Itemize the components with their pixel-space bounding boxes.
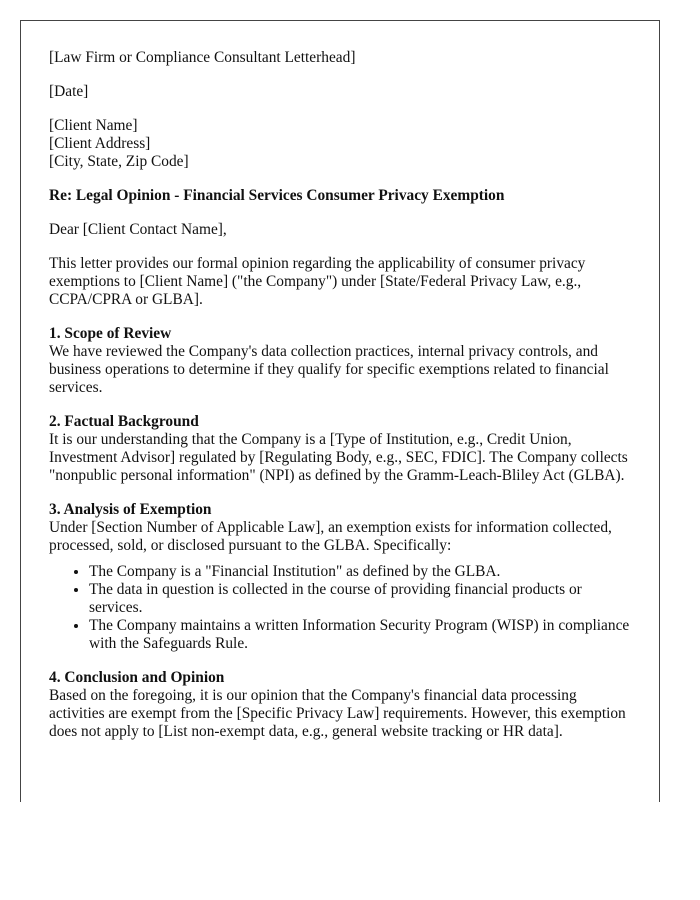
section-heading: 2. Factual Background	[49, 413, 199, 430]
client-city-state-zip: [City, State, Zip Code]	[49, 153, 189, 170]
section-body: We have reviewed the Company's data collection practices, internal privacy controls, and business operations to determine if they qualify for specific exemptions related to financial services.	[49, 343, 609, 396]
section-heading: 3. Analysis of Exemption	[49, 501, 212, 518]
list-item: • The Company is a "Financial Institution" as defined by the GLBA.	[89, 563, 631, 581]
section-analysis	[49, 501, 631, 555]
section-heading: 4. Conclusion and Opinion	[49, 669, 225, 686]
letterhead: [Law Firm or Compliance Consultant Letterhead]	[49, 49, 356, 66]
section-body: It is our understanding that the Company is a [Type of Institution, e.g., Credit Union, Investment Advisor] regulated by [Regulating Body, e.g., SEC, FDIC]. The Company collects "nonpublic personal information" (NPI) as defined by the Gramm-Leach-Bliley Act (GLBA).	[49, 431, 628, 484]
intro-paragraph: This letter provides our formal opinion regarding the applicability of consumer privacy exemptions to [Client Name] ("the Company") under [State/Federal Privacy Law, e.g., CCPA/CPRA or GLBA].	[49, 255, 586, 308]
list-item: • The data in question is collected in the course of providing financial products or services.	[89, 581, 631, 617]
section-conclusion	[49, 669, 631, 741]
section-body: Under [Section Number of Applicable Law], an exemption exists for information collected, processed, sold, or disclosed pursuant to the GLBA. Specifically:	[49, 519, 612, 554]
section-body: Based on the foregoing, it is our opinion that the Company's financial data processing activities are exempt from the [Specific Privacy Law] requirements. However, this exemption does not apply to [List non-exempt data, e.g., general website tracking or HR data].	[49, 687, 626, 740]
exemption-criteria-list	[49, 563, 631, 653]
salutation: Dear [Client Contact Name],	[49, 221, 227, 238]
client-name: [Client Name]	[49, 117, 138, 134]
date: [Date]	[49, 83, 89, 100]
subject-line	[49, 187, 631, 205]
subject-text: Re: Legal Opinion - Financial Services Consumer Privacy Exemption	[49, 187, 505, 204]
client-address: [Client Address]	[49, 135, 151, 152]
recipient-address	[49, 117, 631, 171]
letter-page	[20, 20, 660, 802]
list-item: • The Company maintains a written Information Security Program (WISP) in compliance with the Safeguards Rule.	[89, 617, 631, 653]
section-heading: 1. Scope of Review	[49, 325, 172, 342]
section-scope	[49, 325, 631, 397]
section-background	[49, 413, 631, 485]
